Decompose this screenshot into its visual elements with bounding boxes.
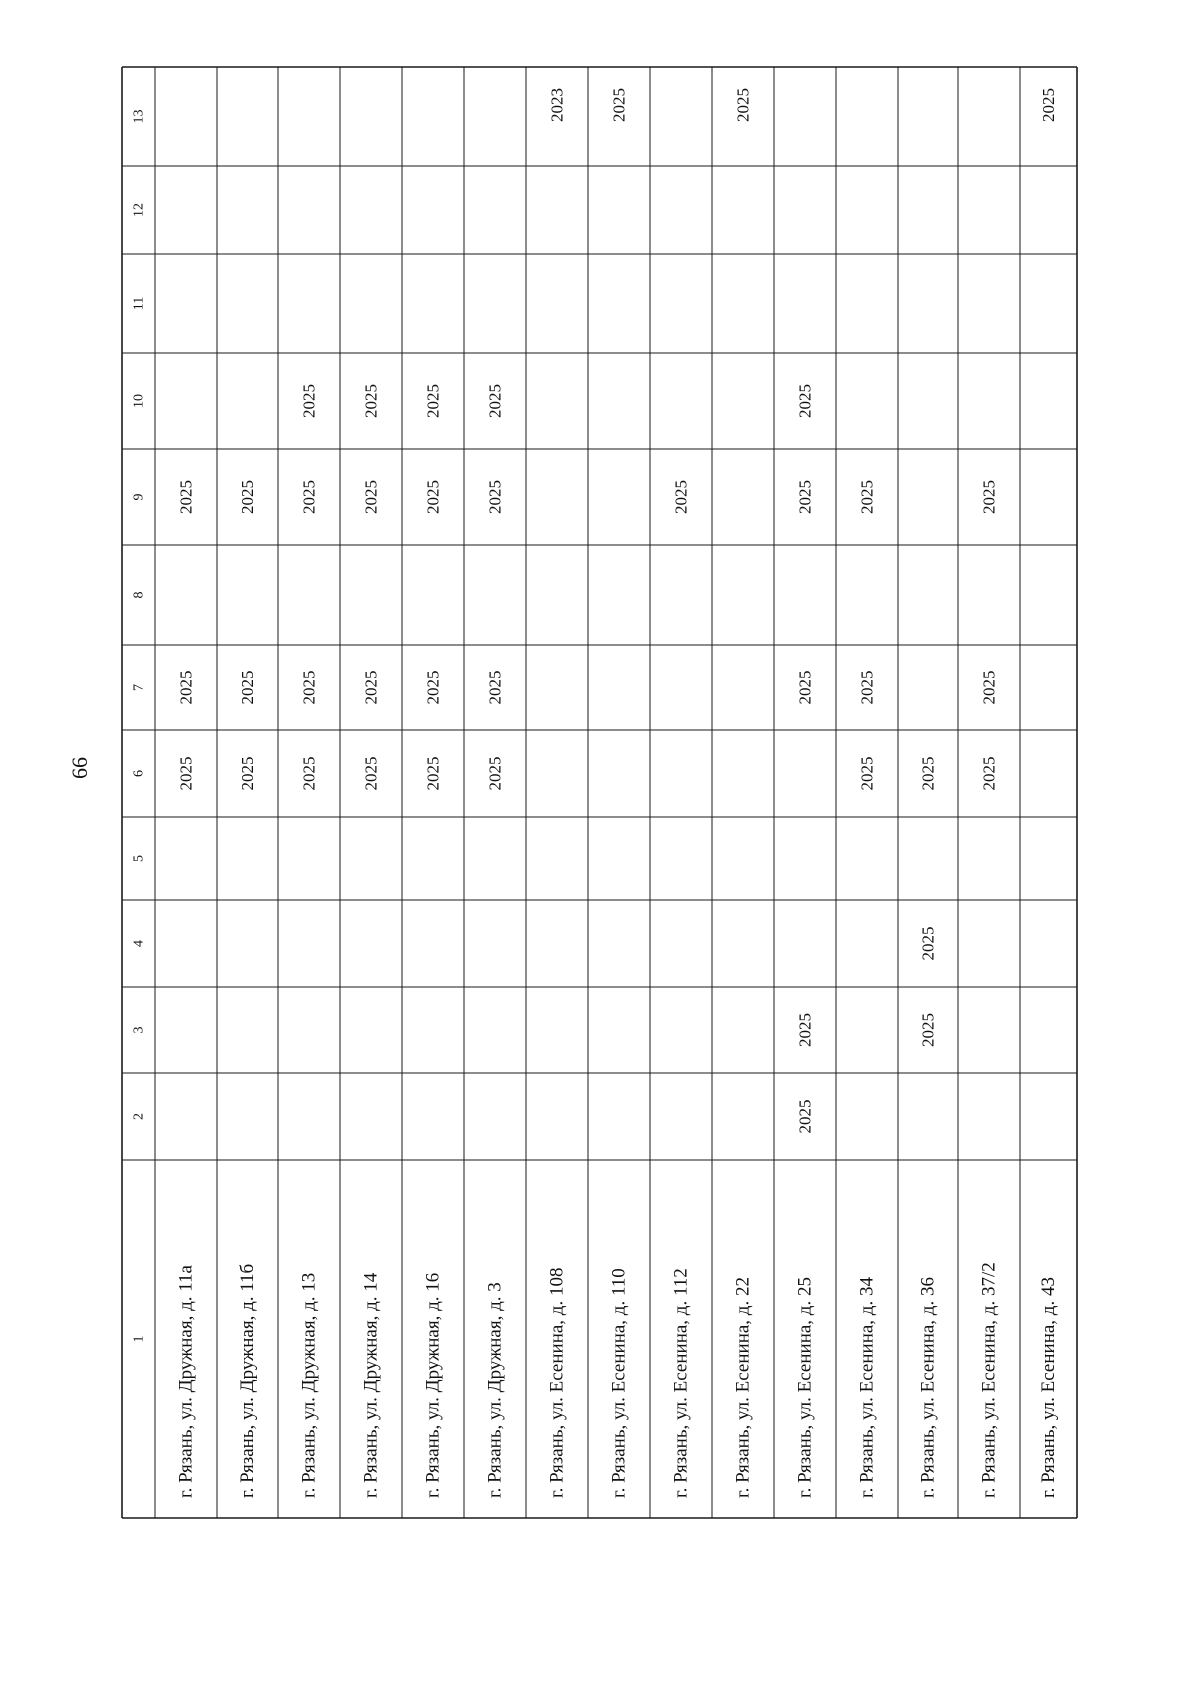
address-cell: г. Рязань, ул. Дружная, д. 11б [237,1263,258,1498]
year-cell-col-9: 2025 [238,480,257,514]
address-cell: г. Рязань, ул. Есенина, д. 25 [794,1277,816,1498]
column-header-9: 9 [131,493,147,501]
column-header-5: 5 [131,855,147,862]
column-header-8: 8 [131,591,147,599]
table-row [979,480,1000,1498]
address-cell: г. Рязань, ул. Есенина, д. 112 [670,1268,692,1498]
column-header-4: 4 [131,940,147,947]
address-cell: г. Рязань, ул. Есенина, д. 110 [608,1268,630,1498]
address-cell: г. Рязань, ул. Дружная, д. 14 [360,1272,382,1498]
table-row [299,384,320,1498]
year-cell-col-9: 2025 [795,480,815,514]
address-cell: г. Рязань, ул. Есенина, д. 43 [1038,1277,1059,1498]
address-cell: г. Рязань, ул. Дружная, д. 3 [484,1282,506,1498]
year-cell-col-13: 2025 [733,88,753,122]
year-cell-col-10: 2025 [485,384,505,418]
address-cell: г. Рязань, ул. Есенина, д. 34 [856,1277,878,1498]
year-cell-col-6: 2025 [857,756,877,791]
column-header-3: 3 [131,1026,147,1034]
year-cell-col-6: 2025 [485,756,505,791]
column-header-6: 6 [131,770,147,777]
table-row [423,384,444,1498]
year-cell-col-9: 2025 [979,480,999,514]
year-cell-col-7: 2025 [423,670,443,705]
year-cell-col-6: 2025 [238,756,257,791]
table-row [485,384,506,1498]
column-header-10: 10 [131,394,147,408]
column-header-13: 13 [131,109,147,124]
year-cell-col-13: 2023 [547,88,567,122]
year-cell-col-6: 2025 [176,756,196,791]
year-cell-col-13: 2025 [1039,88,1058,122]
table-row [547,88,568,1498]
address-cell: г. Рязань, ул. Дружная, д. 11а [175,1265,197,1498]
page-number-text: 66 [67,757,92,779]
year-cell-col-7: 2025 [857,670,877,705]
address-cell: г. Рязань, ул. Дружная, д. 16 [422,1272,444,1498]
year-cell-col-9: 2025 [485,480,505,514]
year-cell-col-9: 2025 [423,480,443,514]
year-cell-col-3: 2025 [795,1013,815,1047]
year-cell-col-6: 2025 [423,756,443,791]
year-cell-col-7: 2025 [795,670,815,705]
table-row [1038,88,1059,1498]
year-cell-col-7: 2025 [979,670,999,705]
year-cell-col-10: 2025 [299,384,319,418]
table-row [671,480,692,1498]
table-row [237,480,258,1498]
year-cell-col-7: 2025 [299,670,319,705]
table-row [918,757,939,1499]
address-cell: г. Рязань, ул. Есенина, д. 37/2 [978,1262,1000,1498]
year-cell-col-10: 2025 [361,384,381,418]
year-cell-col-10: 2025 [795,384,815,418]
table-row [795,384,816,1498]
year-cell-col-7: 2025 [238,670,257,705]
year-cell-col-6: 2025 [979,756,999,791]
table-row [176,480,197,1498]
year-cell-col-7: 2025 [485,670,505,705]
table-row [857,480,878,1498]
year-cell-col-9: 2025 [176,480,196,514]
year-cell-col-10: 2025 [423,384,443,418]
column-header-7: 7 [131,684,147,691]
year-cell-col-3: 2025 [918,1013,938,1047]
table-row [733,88,754,1498]
year-cell-col-13: 2025 [609,88,629,122]
year-cell-col-7: 2025 [176,670,196,705]
year-cell-col-6: 2025 [299,756,319,791]
address-cell: г. Рязань, ул. Есенина, д. 108 [546,1267,568,1498]
address-cell: г. Рязань, ул. Дружная, д. 13 [298,1272,320,1498]
column-header-2: 2 [131,1113,147,1120]
address-cell: г. Рязань, ул. Есенина, д. 36 [917,1277,939,1498]
year-cell-col-7: 2025 [361,670,381,705]
year-cell-col-9: 2025 [361,480,381,514]
table-row [609,88,630,1498]
header-row [132,110,147,1343]
table-row [361,384,382,1498]
column-header-12: 12 [131,203,147,217]
year-cell-col-4: 2025 [918,926,938,961]
year-cell-col-2: 2025 [795,1099,815,1134]
year-cell-col-6: 2025 [361,756,381,791]
column-header-1: 1 [131,1335,147,1343]
column-header-11: 11 [131,296,147,311]
address-cell: г. Рязань, ул. Есенина, д. 22 [732,1277,754,1498]
year-cell-col-9: 2025 [671,480,691,514]
year-cell-col-6: 2025 [918,756,938,791]
year-cell-col-9: 2025 [299,480,319,514]
year-cell-col-9: 2025 [857,480,877,514]
